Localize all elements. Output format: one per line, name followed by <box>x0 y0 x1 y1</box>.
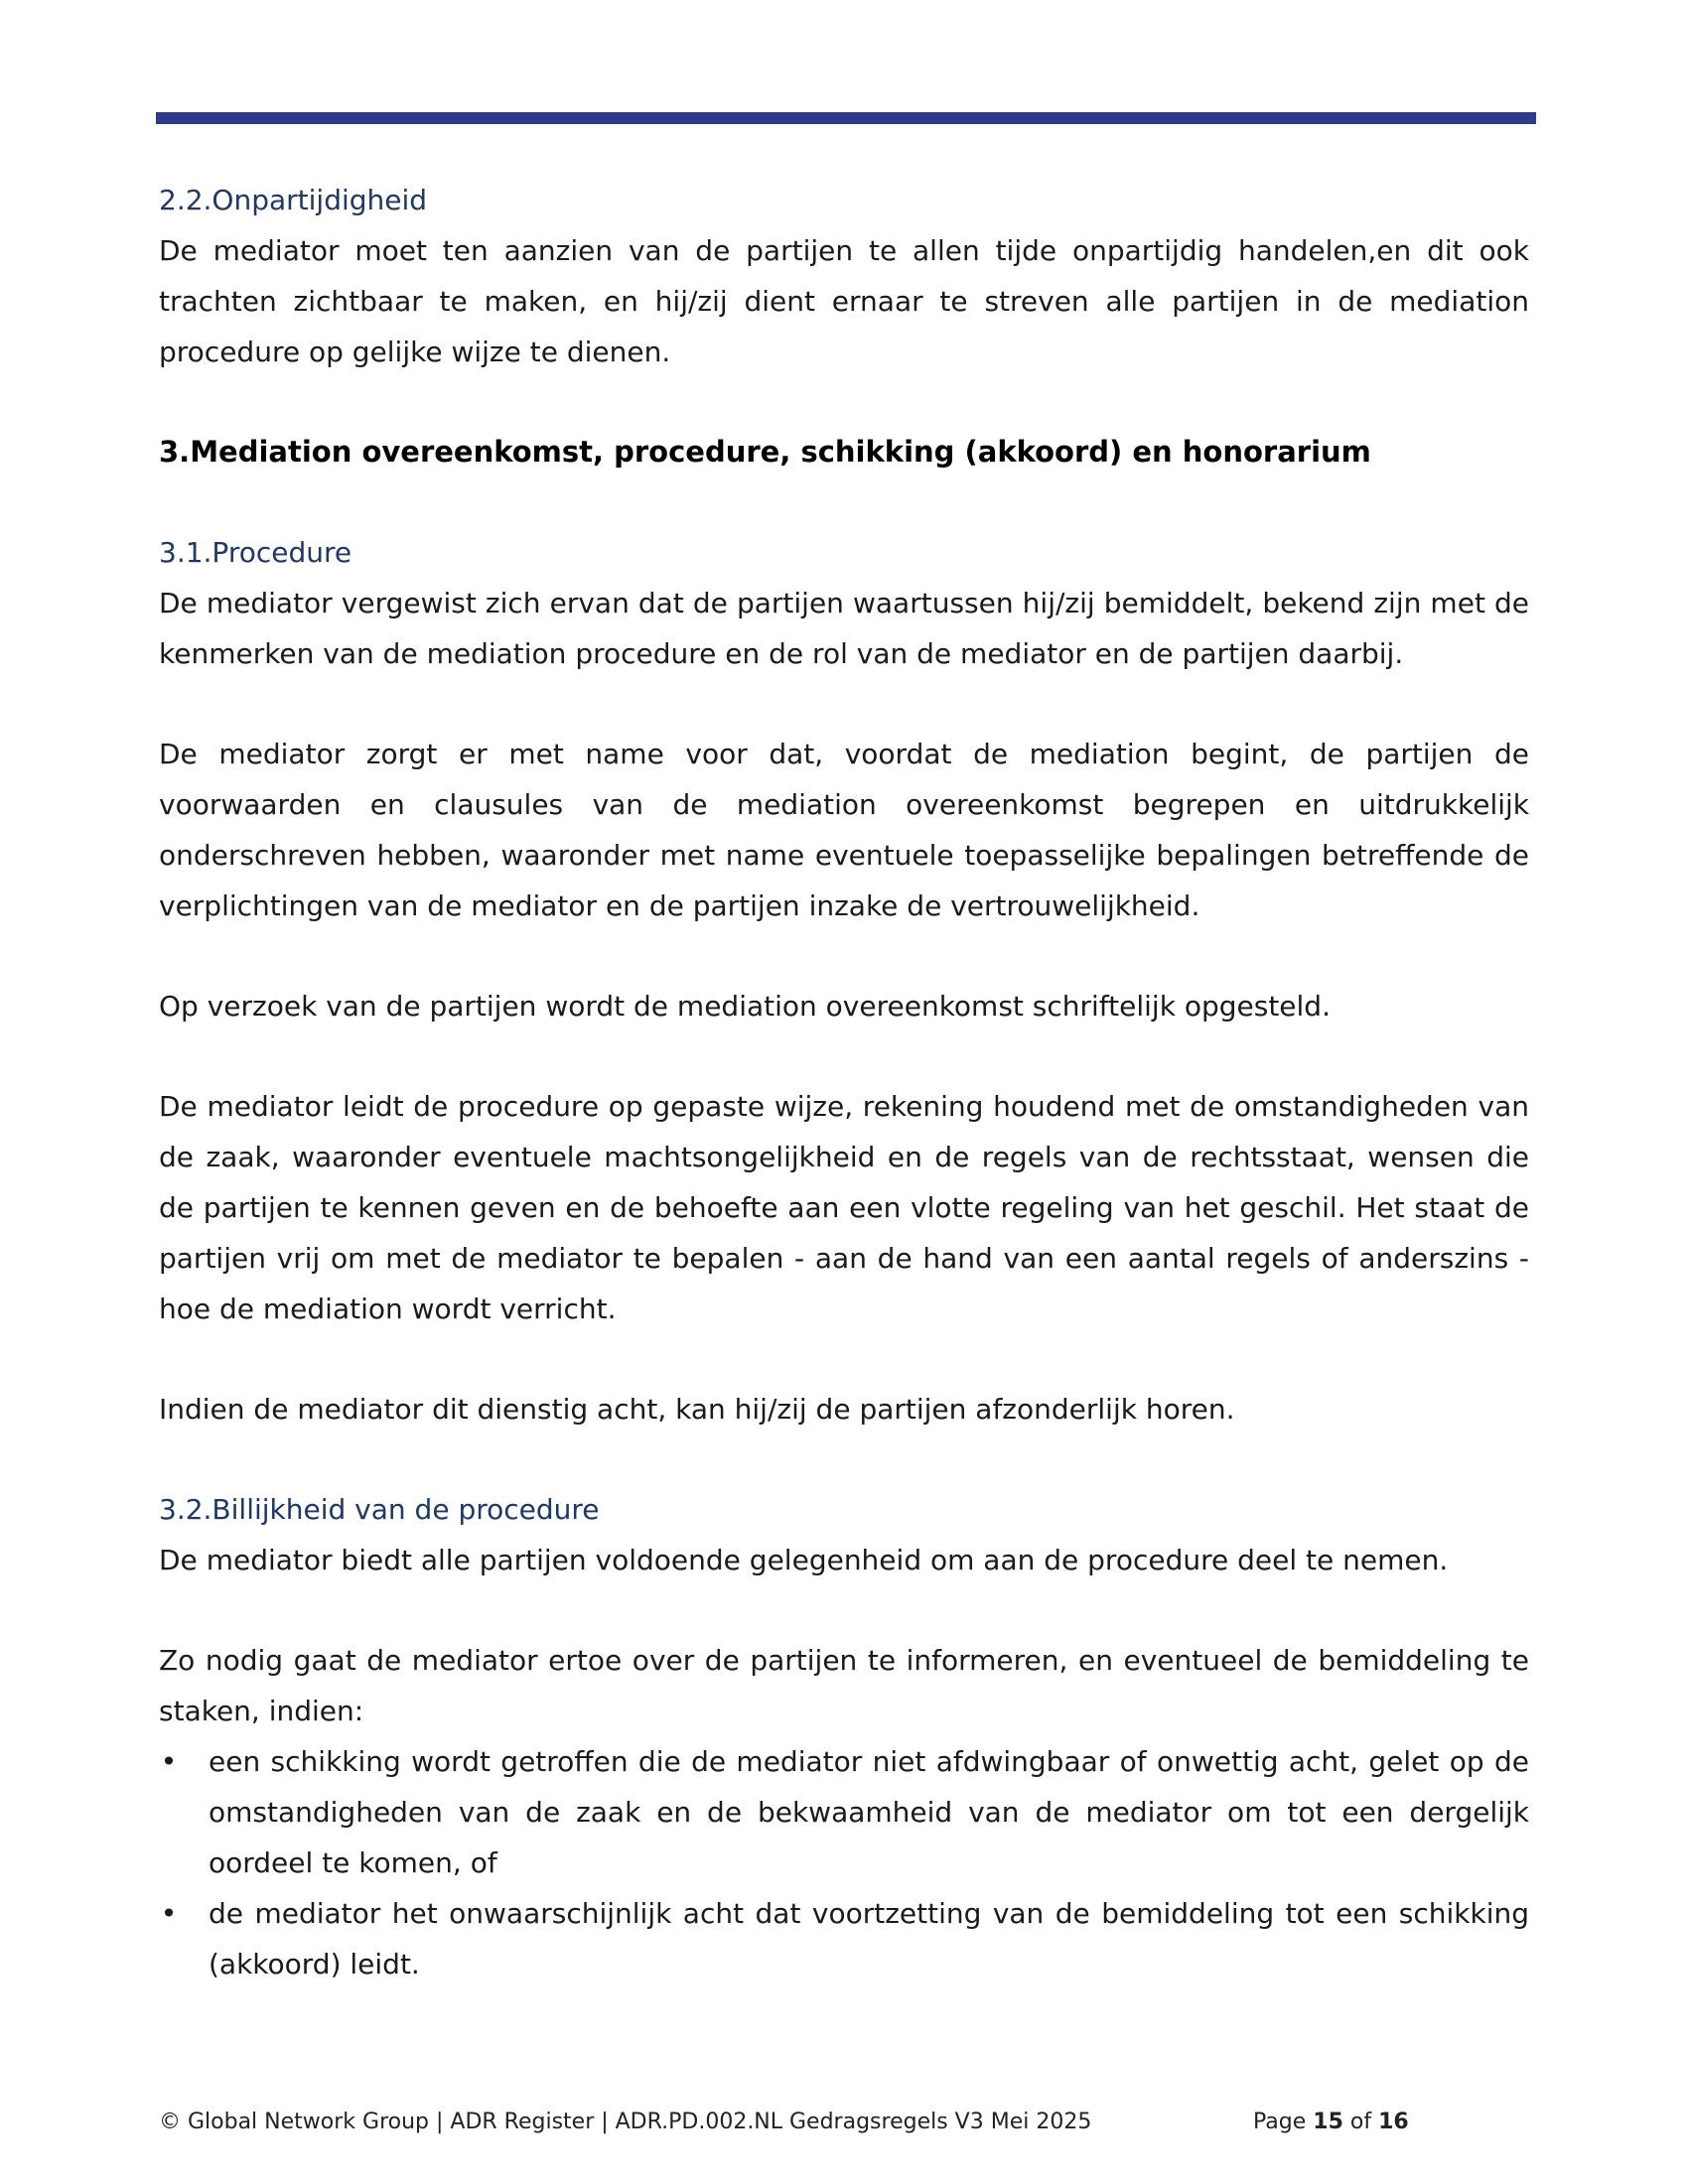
header-rule <box>156 112 1536 124</box>
section-2-2-title: 2.2.Onpartijdigheid <box>159 184 428 216</box>
page-label: Page <box>1253 2110 1307 2134</box>
list-item <box>159 1888 1529 1989</box>
section-3-1-paragraph-3: Op verzoek van de partijen wordt de mediation overeenkomst schriftelijk opgesteld. <box>159 990 1331 1023</box>
list-item <box>159 1736 1529 1888</box>
section-3-2-paragraph-2: Zo nodig gaat de mediator ertoe over de partijen te informeren, en eventueel de bemiddeling te staken, indien: <box>159 1644 1529 1727</box>
bullet-icon: • <box>160 1745 178 1778</box>
section-3-1-title: 3.1.Procedure <box>159 536 352 569</box>
page-total: 16 <box>1378 2110 1409 2134</box>
section-3-1-paragraph-4: De mediator leidt de procedure op gepaste wijze, rekening houdend met de omstandigheden van de zaak, waaronder eventuele machtsongelijkheid en de regels van de rechtsstaat, wensen die de partijen te kennen geven en de behoefte aan een vlotte regeling van het geschil. Het staat de partijen vrij om met de mediator te bepalen - aan de hand van een aantal regels of anderszins - hoe de mediation wordt verricht. <box>159 1090 1529 1325</box>
section-2-2-paragraph: De mediator moet ten aanzien van de partijen te allen tijde onpartijdig handelen,en dit ook trachten zichtbaar te maken, en hij/zij dient ernaar te streven alle partijen in de mediation procedure op gelijke wijze te dienen. <box>159 234 1529 368</box>
bullet-icon: • <box>160 1897 178 1930</box>
list-item-text: de mediator het onwaarschijnlijk acht dat voortzetting van de bemiddeling tot een schikking (akkoord) leidt. <box>209 1897 1529 1980</box>
footer-copyright: © Global Network Group | ADR Register | ADR.PD.002.NL Gedragsregels V3 Mei 2025 <box>159 2110 1092 2134</box>
section-3-1-paragraph-5: Indien de mediator dit dienstig acht, kan hij/zij de partijen afzonderlijk horen. <box>159 1393 1235 1426</box>
page-content <box>159 175 1529 1989</box>
section-3-1-paragraph-2: De mediator zorgt er met name voor dat, voordat de mediation begint, de partijen de voorwaarden en clausules van de mediation overeenkomst begrepen en uitdrukkelijk onderschreven hebben, waaronder met name eventuele toepasselijke bepalingen betreffende de verplichtingen van de mediator en de partijen inzake de vertrouwelijkheid. <box>159 738 1529 922</box>
section-3-2-bullet-list <box>159 1736 1529 1989</box>
section-3-1-paragraph-1: De mediator vergewist zich ervan dat de partijen waartussen hij/zij bemiddelt, bekend zijn met de kenmerken van de mediation procedure en de rol van de mediator en de partijen daarbij. <box>159 587 1529 670</box>
list-item-text: een schikking wordt getroffen die de mediator niet afdwingbaar of onwettig acht, gelet op de omstandigheden van de zaak en de bekwaamheid van de mediator om tot een dergelijk oordeel te komen, of <box>209 1745 1529 1879</box>
section-3-2-paragraph-1: De mediator biedt alle partijen voldoende gelegenheid om aan de procedure deel te nemen. <box>159 1544 1449 1576</box>
page-number <box>1253 2108 1409 2137</box>
section-3-heading: 3.Mediation overeenkomst, procedure, schikking (akkoord) en honorarium <box>159 435 1371 469</box>
page-of: of <box>1349 2110 1372 2134</box>
page-current: 15 <box>1313 2110 1343 2134</box>
section-3-2-title: 3.2.Billijkheid van de procedure <box>159 1493 600 1526</box>
